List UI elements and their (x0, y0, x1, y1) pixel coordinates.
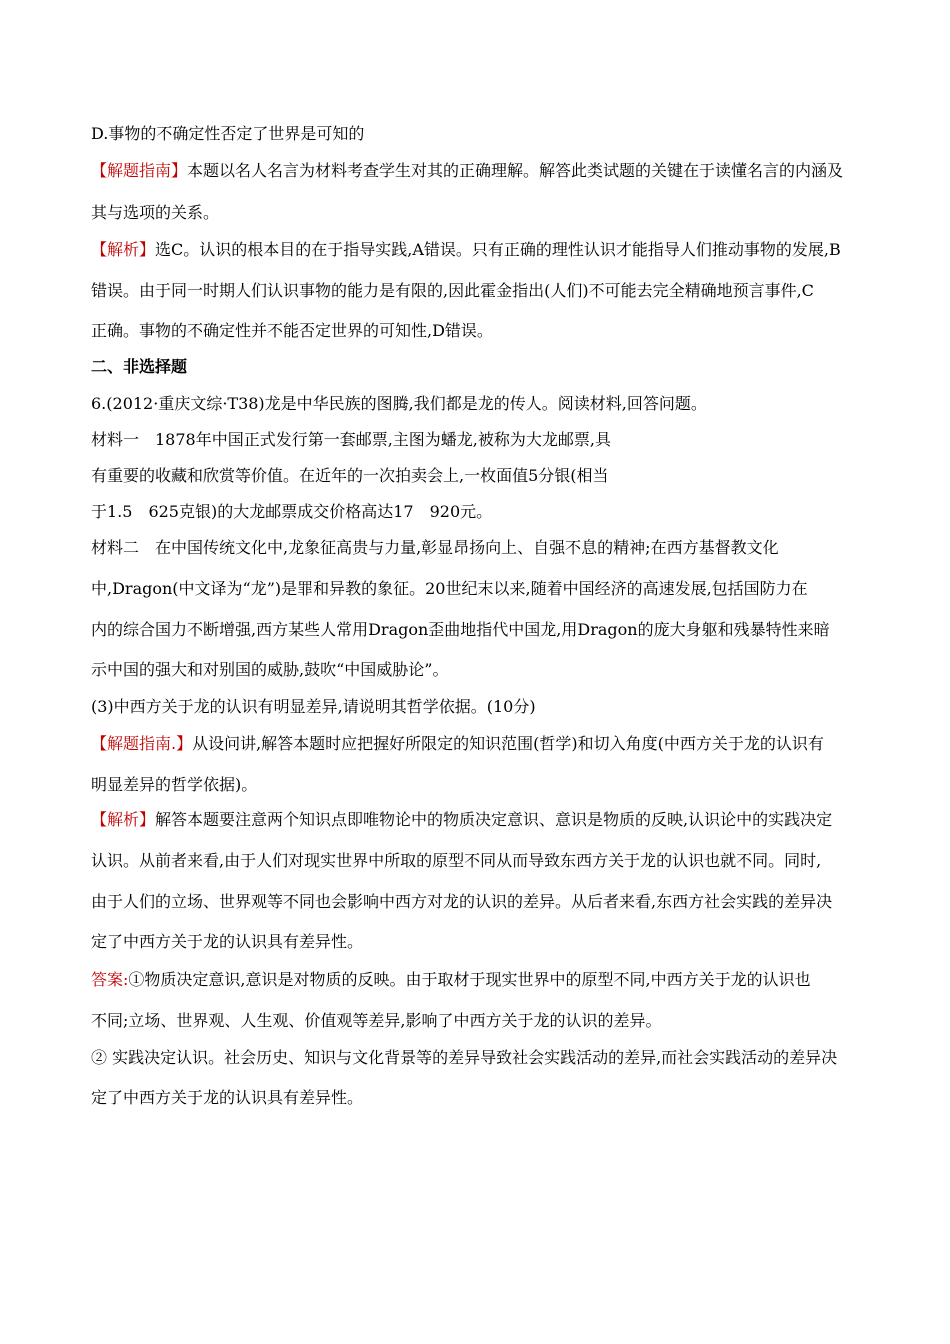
guide-text: 明显差异的哲学依据)。 (91, 775, 258, 794)
answer-text: 不同;立场、世界观、人生观、价值观等差异,影响了中西方关于龙的认识的差异。 (91, 1011, 662, 1030)
analysis-text: 选C。认识的根本目的在于指导实践,A错误。只有正确的理性认识才能指导人们推动事物的发展,B (155, 240, 841, 259)
analysis-text: 认识。从前者来看,由于人们对现实世界中所取的原型不同从而导致东西方关于龙的认识也就不同。同时, (91, 851, 822, 870)
guide-text: 本题以名人名言为材料考查学生对其的正确理解。解答此类试题的关键在于读懂名言的内涵及 (187, 161, 844, 180)
material-two-line: 材料二 在中国传统文化中,龙象征高贵与力量,彰显昂扬向上、自强不息的精神;在西方基督教文化 (91, 538, 779, 557)
answer-text: 定了中西方关于龙的认识具有差异性。 (91, 1088, 364, 1107)
answer-text: ② 实践决定认识。社会历史、知识与文化背景等的差异导致社会实践活动的差异,而社会实践活动的差异决 (91, 1048, 838, 1067)
guide-tag: 【解题指南.】 (91, 734, 193, 753)
section-title: 二、非选择题 (91, 357, 188, 376)
material-two-line: 中,Dragon(中文译为“龙”)是罪和异教的象征。20世纪末以来,随着中国经济的高速发展,包括国防力在 (91, 579, 808, 598)
material-two-line: 内的综合国力不断增强,西方某些人常用Dragon歪曲地指代中国龙,用Dragon的庞大身躯和残暴特性来暗 (91, 620, 830, 639)
analysis-text: 正确。事物的不确定性并不能否定世界的可知性,D错误。 (91, 321, 493, 340)
guide-text: 从设问讲,解答本题时应把握好所限定的知识范围(哲学)和切入角度(中西方关于龙的认识有 (192, 734, 824, 753)
analysis-text: 定了中西方关于龙的认识具有差异性。 (91, 932, 364, 951)
question-stem: 6.(2012·重庆文综·T38)龙是中华民族的图腾,我们都是龙的传人。阅读材料,回答问题。 (91, 394, 707, 413)
material-one-line: 有重要的收藏和欣赏等价值。在近年的一次拍卖会上,一枚面值5分银(相当 (91, 466, 609, 485)
analysis-paragraph-q6 (91, 810, 832, 830)
analysis-text: 解答本题要注意两个知识点即唯物论中的物质决定意识、意识是物质的反映,认识论中的实践决定 (155, 810, 833, 829)
material-one-line: 材料一 1878年中国正式发行第一套邮票,主图为蟠龙,被称为大龙邮票,具 (91, 430, 611, 449)
sub-question: (3)中西方关于龙的认识有明显差异,请说明其哲学依据。(10分) (91, 697, 536, 716)
option-d: D.事物的不确定性否定了世界是可知的 (91, 124, 365, 143)
guide-text: 其与选项的关系。 (91, 203, 220, 222)
guide-paragraph-q6 (91, 734, 824, 754)
answer-tag: 答案: (91, 970, 129, 989)
material-two-line: 示中国的强大和对别国的威胁,鼓吹“中国威胁论”。 (91, 660, 449, 679)
analysis-text: 错误。由于同一时期人们认识事物的能力是有限的,因此霍金指出(人们)不可能去完全精确地预言事件,C (91, 281, 814, 300)
guide-tag: 【解题指南】 (91, 161, 188, 180)
analysis-text: 由于人们的立场、世界观等不同也会影响中西方对龙的认识的差异。从后者来看,东西方社会实践的差异决 (91, 892, 833, 911)
answer-paragraph (91, 970, 811, 990)
answer-text: ①物质决定意识,意识是对物质的反映。由于取材于现实世界中的原型不同,中西方关于龙的认识也 (128, 970, 811, 989)
analysis-tag: 【解析】 (91, 240, 156, 259)
material-one-line: 于1.5 625克银)的大龙邮票成交价格高达17 920元。 (91, 502, 493, 521)
analysis-tag: 【解析】 (91, 810, 156, 829)
guide-paragraph-q5 (91, 161, 843, 181)
analysis-paragraph-q5 (91, 240, 841, 260)
